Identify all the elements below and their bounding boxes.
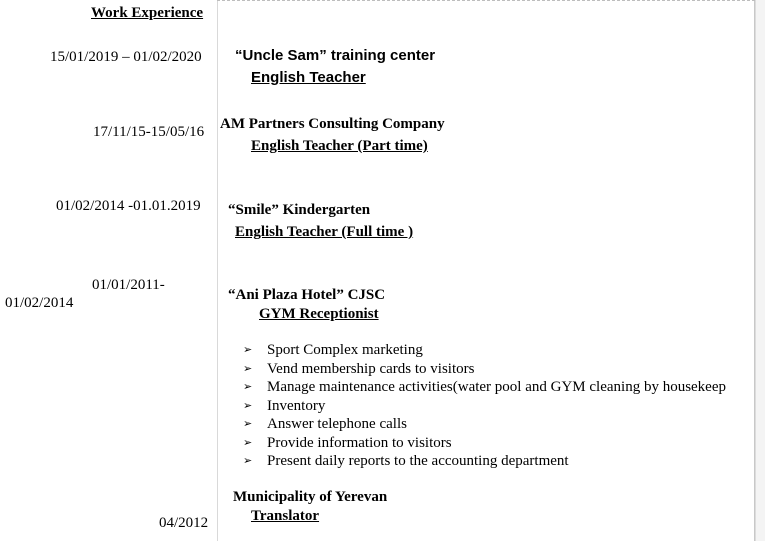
job-dates: 04/2012 xyxy=(159,515,209,531)
job-employer: Municipality of Yerevan xyxy=(233,489,388,505)
list-item: ➢ Present daily reports to the accounting department xyxy=(243,453,569,469)
arrow-bullet-icon: ➢ xyxy=(243,398,253,412)
job-role: English Teacher (Part time) xyxy=(251,138,428,154)
duties-list xyxy=(243,341,726,471)
arrow-bullet-icon: ➢ xyxy=(243,417,253,430)
section-heading: Work Experience xyxy=(91,5,204,21)
list-item: ➢ Provide information to visitors xyxy=(243,434,452,451)
list-item: ➢ Sport Complex marketing xyxy=(243,342,423,358)
job-dates: 01/02/2014 -01.01.2019 xyxy=(56,198,201,214)
job-dates: 17/11/15-15/05/16 xyxy=(93,124,205,140)
job-dates-end: 01/02/2014 xyxy=(5,295,74,311)
arrow-bullet-icon: ➢ xyxy=(243,435,253,449)
vertical-scrollbar[interactable] xyxy=(755,0,765,541)
job-role: GYM Receptionist xyxy=(259,306,379,322)
job-role: English Teacher (Full time ) xyxy=(235,224,414,240)
arrow-bullet-icon: ➢ xyxy=(243,454,253,467)
table-top-border xyxy=(217,0,755,2)
job-employer: “Smile” Kindergarten xyxy=(228,202,371,218)
arrow-bullet-icon: ➢ xyxy=(243,380,253,393)
job-dates: 15/01/2019 – 01/02/2020 xyxy=(50,49,202,65)
list-item: ➢ Vend membership cards to visitors xyxy=(243,360,475,377)
table-divider-left xyxy=(217,0,218,541)
list-item: ➢ Answer telephone calls xyxy=(243,416,407,432)
job-employer: “Uncle Sam” training center xyxy=(235,47,436,64)
job-employer: “Ani Plaza Hotel” CJSC xyxy=(228,287,386,303)
list-item: ➢ Inventory xyxy=(243,397,326,414)
job-role: Translator xyxy=(251,508,320,524)
arrow-bullet-icon: ➢ xyxy=(243,361,253,375)
list-item: ➢ Manage maintenance activities(water pool and GYM cleaning by housekeep xyxy=(243,379,727,395)
job-employer: AM Partners Consulting Company xyxy=(220,116,445,132)
job-role: English Teacher xyxy=(251,69,366,86)
job-dates-start: 01/01/2011- xyxy=(92,277,165,293)
arrow-bullet-icon: ➢ xyxy=(243,343,253,356)
